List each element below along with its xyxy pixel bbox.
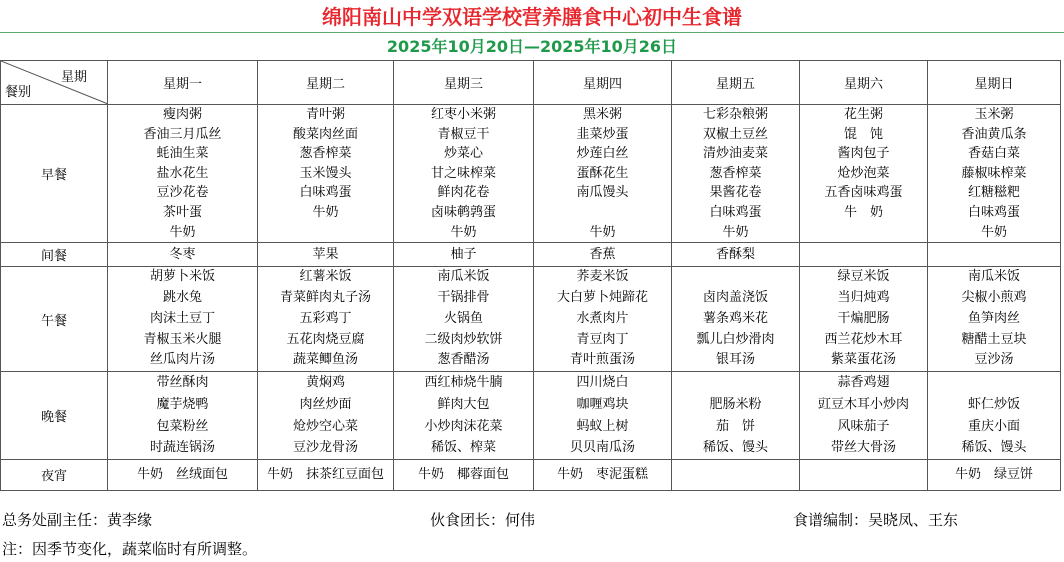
menu-item: 炒莲白丝 [576, 146, 629, 162]
menu-item: 荞麦米饭 [576, 269, 629, 285]
menu-item: 带丝大骨汤 [830, 440, 896, 456]
menu-item: 葱香醋汤 [437, 352, 490, 368]
menu-item: 牛奶 [980, 224, 1007, 240]
corner-meal-label: 餐别 [5, 85, 32, 100]
menu-cell-lunch-thu [534, 267, 672, 372]
menu-item: 五彩鸡丁 [299, 310, 352, 326]
menu-item: 果酱花卷 [709, 185, 762, 201]
day-header-wed: 星期三 [394, 61, 534, 105]
menu-item: 银耳汤 [715, 352, 755, 368]
menu-cell-snack-sat [800, 243, 928, 267]
meal-label-lunch: 午餐 [1, 267, 108, 372]
menu-cell-lunch-sun [928, 267, 1061, 372]
meal-label-dinner: 晚餐 [1, 372, 108, 460]
menu-item: 酱肉包子 [837, 146, 890, 162]
menu-cell-lunch-wed [394, 267, 534, 372]
menu-item: 豆沙花卷 [156, 185, 209, 201]
menu-item: 青椒豆干 [437, 126, 490, 142]
menu-item: 花生粥 [843, 107, 883, 122]
menu-item: 白味鸡蛋 [299, 185, 352, 201]
menu-item: 干煸肥肠 [837, 310, 890, 326]
menu-item: 双椒土豆丝 [702, 126, 768, 142]
menu-cell-late-snack-wed [394, 459, 534, 490]
meal-label-breakfast: 早餐 [1, 105, 108, 243]
menu-cell-dinner-tue [258, 372, 394, 460]
menu-item: 白味鸡蛋 [967, 204, 1020, 220]
menu-item: 蔬菜鲫鱼汤 [292, 352, 358, 368]
menu-item: 水煮肉片 [576, 310, 629, 326]
menu-cell-late-snack-tue [258, 459, 394, 490]
menu-item: 瘦肉粥 [162, 107, 202, 122]
menu-cell-lunch-sat [800, 267, 928, 372]
menu-item [258, 223, 393, 243]
menu-item: 牛奶 绿豆饼 [954, 466, 1033, 482]
day-header-sun: 星期日 [928, 61, 1061, 105]
dinner-row [1, 372, 1061, 460]
menu-item: 贝贝南瓜汤 [569, 440, 635, 456]
menu-item: 风味茄子 [837, 418, 890, 434]
director-signature: 总务处副主任：黄李缘 [2, 511, 153, 529]
menu-item: 青豆肉丁 [576, 331, 629, 347]
menu-item: 红薯米饭 [299, 269, 352, 285]
menu-item: 牛 奶 [843, 204, 883, 220]
menu-item: 肥肠米粉 [709, 396, 762, 412]
menu-item: 南瓜米饭 [437, 269, 490, 285]
menu-item [672, 460, 799, 490]
menu-item: 藤椒味榨菜 [961, 165, 1027, 181]
menu-item [534, 203, 671, 223]
menu-cell-breakfast-fri [672, 105, 800, 243]
menu-cell-late-snack-thu [534, 459, 672, 490]
menu-item: 玉米粥 [974, 107, 1014, 122]
menu-item: 黄焖鸡 [305, 375, 345, 391]
menu-cell-dinner-thu [534, 372, 672, 460]
menu-item: 西兰花炒木耳 [824, 331, 903, 347]
menu-cell-lunch-tue [258, 267, 394, 372]
menu-cell-late-snack-fri [672, 459, 800, 490]
menu-item [928, 243, 1060, 266]
breakfast-row [1, 105, 1061, 243]
menu-item: 小炒肉沫花菜 [424, 418, 503, 434]
menu-item: 青椒玉米火腿 [143, 331, 222, 347]
adjustment-note: 注：因季节变化，蔬菜临时有所调整。 [2, 540, 258, 558]
menu-item: 大白萝卜炖蹄花 [556, 289, 648, 305]
menu-cell-breakfast-mon [108, 105, 258, 243]
menu-item: 蚝油生菜 [156, 146, 209, 162]
day-header-tue: 星期二 [258, 61, 394, 105]
menu-item: 瓢儿白炒滑肉 [696, 331, 775, 347]
menu-cell-late-snack-sat [800, 459, 928, 490]
menu-item: 豆沙汤 [974, 352, 1014, 368]
menu-item [928, 372, 1060, 394]
menu-item: 葱香榨菜 [709, 165, 762, 181]
menu-item: 牛奶 抹茶红豆面包 [266, 466, 384, 482]
lunch-row [1, 267, 1061, 372]
menu-item: 卤肉盖浇饭 [702, 289, 768, 305]
menu-item: 尖椒小煎鸡 [961, 289, 1027, 305]
menu-item: 稀饭、馒头 [702, 440, 768, 456]
menu-item: 豆沙龙骨汤 [292, 440, 358, 456]
menu-item: 青叶粥 [305, 107, 345, 122]
menu-cell-breakfast-wed [394, 105, 534, 243]
menu-item [800, 223, 927, 243]
menu-item: 包菜粉丝 [156, 418, 209, 434]
menu-item: 肉沫土豆丁 [149, 310, 215, 326]
menu-item: 香蕉 [589, 247, 616, 263]
menu-item: 四川烧白 [576, 375, 629, 391]
menu-item: 韭菜炒蛋 [576, 126, 629, 142]
menu-item: 鲜肉大包 [437, 396, 490, 412]
menu-item: 二级肉炒软饼 [424, 331, 503, 347]
menu-item [800, 460, 927, 490]
menu-item: 五花肉烧豆腐 [286, 331, 365, 347]
menu-item: 五香卤味鸡蛋 [824, 185, 903, 201]
late-snack-row [1, 459, 1061, 490]
menu-item: 薯条鸡米花 [702, 310, 768, 326]
menu-item: 重庆小面 [967, 418, 1020, 434]
menu-item: 红枣小米粥 [430, 107, 496, 122]
menu-item: 带丝酥肉 [156, 375, 209, 391]
menu-cell-dinner-mon [108, 372, 258, 460]
menu-item: 馄 饨 [843, 126, 883, 142]
menu-item: 魔芋烧鸭 [156, 396, 209, 412]
menu-cell-snack-sun [928, 243, 1061, 267]
menu-item: 牛奶 丝绒面包 [136, 466, 228, 482]
menu-item: 蛋酥花生 [576, 165, 629, 181]
menu-item [672, 372, 799, 394]
day-header-fri: 星期五 [672, 61, 800, 105]
menu-item: 牛奶 枣泥蛋糕 [556, 466, 648, 482]
day-header-sat: 星期六 [800, 61, 928, 105]
menu-item: 牛奶 [450, 224, 477, 240]
menu-item: 干锅排骨 [437, 289, 490, 305]
menu-item: 鱼笋肉丝 [967, 310, 1020, 326]
menu-item: 青叶煎蛋汤 [569, 352, 635, 368]
menu-item: 茶叶蛋 [162, 204, 202, 220]
menu-item: 绿豆米饭 [837, 269, 890, 285]
menu-item: 葱香榨菜 [299, 146, 352, 162]
menu-cell-lunch-fri [672, 267, 800, 372]
menu-item: 虾仁炒饭 [967, 396, 1020, 412]
menu-item: 牛奶 椰蓉面包 [417, 466, 509, 482]
menu-cell-dinner-fri [672, 372, 800, 460]
menu-item: 糖醋土豆块 [961, 331, 1027, 347]
menu-item: 鲜肉花卷 [437, 185, 490, 201]
menu-item: 南瓜米饭 [967, 269, 1020, 285]
menu-item: 时蔬连锅汤 [149, 440, 215, 456]
team-leader-signature: 伙食团长：何伟 [430, 511, 536, 529]
corner-week-label: 星期 [60, 70, 87, 85]
menu-cell-breakfast-tue [258, 105, 394, 243]
menu-item: 稀饭、馒头 [961, 440, 1027, 456]
menu-cell-dinner-wed [394, 372, 534, 460]
meal-label-snack: 间餐 [1, 243, 108, 267]
menu-item [672, 267, 799, 288]
menu-item: 西红柿烧牛腩 [424, 375, 503, 391]
menu-cell-breakfast-thu [534, 105, 672, 243]
menu-cell-breakfast-sun [928, 105, 1061, 243]
menu-cell-lunch-mon [108, 267, 258, 372]
menu-item: 蒜香鸡翅 [837, 375, 890, 391]
menu-item: 蚂蚁上树 [576, 418, 629, 434]
menu-item: 炝炒泡菜 [837, 165, 890, 181]
menu-item: 盐水花生 [156, 165, 209, 181]
menu-item: 豇豆木耳小炒肉 [817, 396, 909, 412]
menu-item: 香菇白菜 [967, 146, 1020, 162]
menu-item: 酸菜肉丝面 [292, 126, 358, 142]
menu-cell-snack-tue [258, 243, 394, 267]
menu-cell-snack-thu [534, 243, 672, 267]
menu-item: 当归炖鸡 [837, 289, 890, 305]
menu-item: 柚子 [450, 247, 477, 263]
menu-item: 茄 饼 [715, 418, 755, 434]
menu-item: 青菜鲜肉丸子汤 [279, 289, 371, 305]
day-header-mon: 星期一 [108, 61, 258, 105]
menu-item: 牛奶 [169, 224, 196, 240]
menu-cell-snack-wed [394, 243, 534, 267]
corner-cell [1, 61, 108, 105]
menu-item: 白味鸡蛋 [709, 204, 762, 220]
menu-item [800, 243, 927, 266]
menu-cell-snack-fri [672, 243, 800, 267]
menu-item: 火锅鱼 [443, 310, 483, 326]
menu-item: 牛奶 [722, 224, 749, 240]
menu-item: 香油黄瓜条 [961, 126, 1027, 142]
menu-item: 跳水兔 [162, 289, 202, 305]
menu-item: 牛奶 [312, 204, 339, 220]
menu-cell-late-snack-mon [108, 459, 258, 490]
title-divider [0, 32, 1064, 33]
menu-item: 七彩杂粮粥 [702, 107, 768, 122]
menu-item: 肉丝炒面 [299, 396, 352, 412]
signature-footer [0, 508, 1064, 532]
menu-cell-snack-mon [108, 243, 258, 267]
menu-item: 炝炒空心菜 [292, 418, 358, 434]
date-range: 2025年10月20日—2025年10月26日 [386, 37, 678, 56]
menu-cell-dinner-sun [928, 372, 1061, 460]
menu-table [0, 60, 1061, 491]
menu-item: 紫菜蛋花汤 [830, 352, 896, 368]
header-row [1, 61, 1061, 105]
menu-item: 南瓜馒头 [576, 185, 629, 201]
menu-item: 香酥梨 [715, 247, 755, 263]
menu-item: 黑米粥 [582, 107, 622, 122]
menu-item: 甘之味榨菜 [430, 165, 496, 181]
menu-cell-breakfast-sat [800, 105, 928, 243]
menu-item: 冬枣 [169, 247, 196, 263]
compiler-signature: 食谱编制：吴晓凤、王东 [793, 511, 959, 529]
menu-item: 丝瓜肉片汤 [149, 352, 215, 368]
menu-item: 玉米馒头 [299, 165, 352, 181]
page-title: 绵阳南山中学双语学校营养膳食中心初中生食谱 [322, 5, 742, 29]
menu-cell-dinner-sat [800, 372, 928, 460]
menu-item: 清炒油麦菜 [702, 146, 768, 162]
menu-item: 苹果 [312, 247, 339, 263]
snack-row [1, 243, 1061, 267]
menu-item: 稀饭、榨菜 [430, 440, 496, 456]
menu-item: 胡萝卜米饭 [149, 269, 215, 285]
menu-item: 卤味鹌鹑蛋 [430, 204, 496, 220]
menu-item: 咖喱鸡块 [576, 396, 629, 412]
day-header-thu: 星期四 [534, 61, 672, 105]
meal-label-late-snack: 夜宵 [1, 459, 108, 490]
menu-item: 红糖糍粑 [967, 185, 1020, 201]
menu-item: 牛奶 [589, 224, 616, 240]
menu-item: 炒菜心 [443, 146, 483, 162]
menu-item: 香油三月瓜丝 [143, 126, 222, 142]
menu-cell-late-snack-sun [928, 459, 1061, 490]
